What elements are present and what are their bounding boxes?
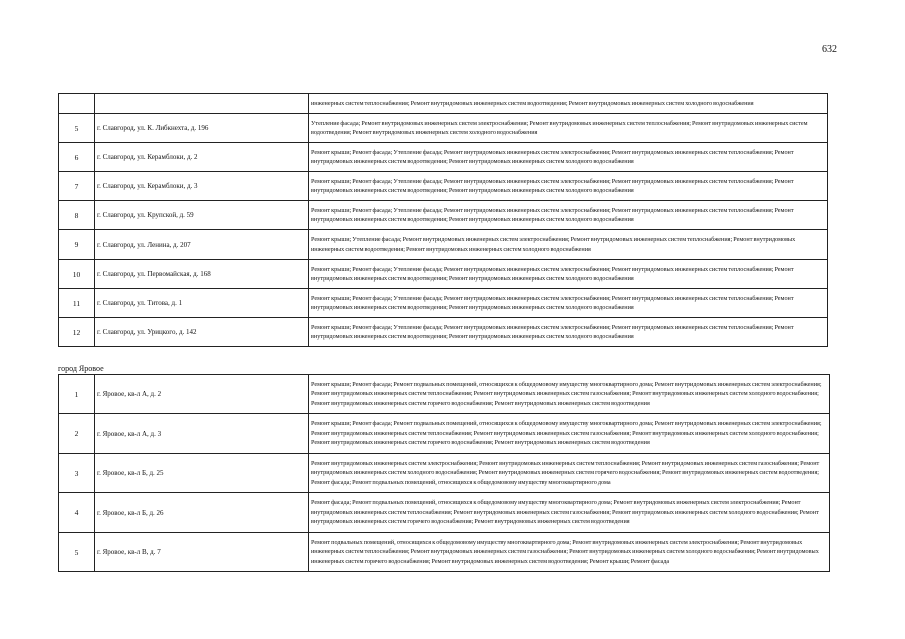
- row-address: [95, 94, 309, 114]
- works-table-yarovoe: [58, 374, 830, 572]
- table-row: [59, 533, 830, 572]
- row-number: 5: [59, 533, 95, 572]
- row-works: Ремонт фасада; Ремонт подвальных помещений, относящихся к общедомовому имуществу многоквартирного дома; Ремонт внутридомовых инженерных систем электроснабжения; Ремонт внутридомовых инженерных систем теплоснабжения; Ремонт внутридомовых инженерных систем газоснабжения; Ремонт внутридомовых инженерных систем холодного водоснабжения; Ремонт внутридомовых инженерных систем горячего водоснабжения; Ремонт внутридомовых инженерных систем водоотведения: [309, 493, 830, 533]
- row-works: Ремонт подвальных помещений, относящихся к общедомовому имуществу многоквартирного дома; Ремонт внутридомовых инженерных систем электроснабжения; Ремонт внутридомовых инженерных систем теплоснабжения; Ремонт внутридомовых инженерных систем газоснабжения; Ремонт внутридомовых инженерных систем холодного водоснабжения; Ремонт внутридомовых инженерных систем горячего водоснабжения; Ремонт внутридомовых инженерных систем водоотведения; Ремонт крыши; Ремонт фасада: [309, 533, 830, 572]
- row-address: г. Яровое, кв-л Б, д. 25: [95, 454, 309, 493]
- row-works: Ремонт крыши; Ремонт фасада; Утепление фасада; Ремонт внутридомовых инженерных систем электроснабжения; Ремонт внутридомовых инженерных систем теплоснабжения; Ремонт внутридомовых инженерных систем водоотведения; Ремонт внутридомовых инженерных систем холодного водоснабжения: [309, 172, 828, 201]
- table-row: [59, 493, 830, 533]
- row-address: г. Яровое, кв-л В, д. 7: [95, 533, 309, 572]
- row-works: Утепление фасада; Ремонт внутридомовых инженерных систем электроснабжения; Ремонт внутридомовых инженерных систем теплоснабжения; Ремонт внутридомовых инженерных систем водоотведения; Ремонт внутридомовых инженерных систем холодного водоснабжения: [309, 114, 828, 143]
- table-row: [59, 414, 830, 454]
- row-address: г. Яровое, кв-л Б, д. 26: [95, 493, 309, 533]
- table-row: [59, 143, 828, 172]
- row-works: Ремонт крыши; Ремонт фасада; Утепление фасада; Ремонт внутридомовых инженерных систем электроснабжения; Ремонт внутридомовых инженерных систем теплоснабжения; Ремонт внутридомовых инженерных систем водоотведения; Ремонт внутридомовых инженерных систем холодного водоснабжения: [309, 260, 828, 289]
- row-number: 8: [59, 201, 95, 230]
- row-works: Ремонт крыши; Ремонт фасада; Утепление фасада; Ремонт внутридомовых инженерных систем электроснабжения; Ремонт внутридомовых инженерных систем теплоснабжения; Ремонт внутридомовых инженерных систем водоотведения; Ремонт внутридомовых инженерных систем холодного водоснабжения: [309, 201, 828, 230]
- table-row: [59, 289, 828, 318]
- row-works: инженерных систем теплоснабжения; Ремонт внутридомовых инженерных систем водоотведения; Ремонт внутридомовых инженерных систем холодного водоснабжения: [309, 94, 828, 114]
- row-number: 7: [59, 172, 95, 201]
- row-number: 4: [59, 493, 95, 533]
- table-row: [59, 114, 828, 143]
- row-works: Ремонт крыши; Ремонт фасада; Ремонт подвальных помещений, относящихся к общедомовому имуществу многоквартирного дома; Ремонт внутридомовых инженерных систем электроснабжения; Ремонт внутридомовых инженерных систем теплоснабжения; Ремонт внутридомовых инженерных систем газоснабжения; Ремонт внутридомовых инженерных систем холодного водоснабжения; Ремонт внутридомовых инженерных систем горячего водоснабжения; Ремонт внутридомовых инженерных систем водоотведения: [309, 375, 830, 414]
- table-row: [59, 375, 830, 414]
- row-number: 2: [59, 414, 95, 454]
- row-works: Ремонт крыши; Утепление фасада; Ремонт внутридомовых инженерных систем электроснабжения; Ремонт внутридомовых инженерных систем теплоснабжения; Ремонт внутридомовых инженерных систем водоотведения; Ремонт внутридомовых инженерных систем холодного водоснабжения: [309, 230, 828, 260]
- row-address: г. Славгород, ул. Титова, д. 1: [95, 289, 309, 318]
- row-number: 1: [59, 375, 95, 414]
- row-address: г. Яровое, кв-л А, д. 3: [95, 414, 309, 454]
- row-number: 10: [59, 260, 95, 289]
- section-heading-yarovoe: город Яровое: [58, 364, 104, 373]
- row-works: Ремонт крыши; Ремонт фасада; Утепление фасада; Ремонт внутридомовых инженерных систем электроснабжения; Ремонт внутридомовых инженерных систем теплоснабжения; Ремонт внутридомовых инженерных систем водоотведения; Ремонт внутридомовых инженерных систем холодного водоснабжения: [309, 289, 828, 318]
- row-address: г. Яровое, кв-л А, д. 2: [95, 375, 309, 414]
- row-address: г. Славгород, ул. Керамблоки, д. 3: [95, 172, 309, 201]
- row-number: 3: [59, 454, 95, 493]
- row-address: г. Славгород, ул. Керамблоки, д. 2: [95, 143, 309, 172]
- row-works: Ремонт крыши; Ремонт фасада; Ремонт подвальных помещений, относящихся к общедомовому имуществу многоквартирного дома; Ремонт внутридомовых инженерных систем электроснабжения; Ремонт внутридомовых инженерных систем теплоснабжения; Ремонт внутридомовых инженерных систем газоснабжения; Ремонт внутридомовых инженерных систем холодного водоснабжения; Ремонт внутридомовых инженерных систем горячего водоснабжения; Ремонт внутридомовых инженерных систем водоотведения: [309, 414, 830, 454]
- table-row: [59, 94, 828, 114]
- row-number: 11: [59, 289, 95, 318]
- table-row: [59, 201, 828, 230]
- row-address: г. Славгород, ул. Крупской, д. 59: [95, 201, 309, 230]
- row-address: г. Славгород, ул. Первомайская, д. 168: [95, 260, 309, 289]
- row-works: Ремонт внутридомовых инженерных систем электроснабжения; Ремонт внутридомовых инженерных систем теплоснабжения; Ремонт внутридомовых инженерных систем газоснабжения; Ремонт внутридомовых инженерных систем холодного водоснабжения; Ремонт внутридомовых инженерных систем горячего водоснабжения; Ремонт внутридомовых инженерных систем водоотведения; Ремонт фасада; Ремонт подвальных помещений, относящихся к общедомовому имуществу многоквартирного дома: [309, 454, 830, 493]
- table-row: [59, 454, 830, 493]
- table-row: [59, 318, 828, 347]
- row-address: г. Славгород, ул. Ленина, д. 207: [95, 230, 309, 260]
- row-number: 12: [59, 318, 95, 347]
- row-address: г. Славгород, ул. К. Либкнехта, д. 196: [95, 114, 309, 143]
- row-number: 9: [59, 230, 95, 260]
- row-works: Ремонт крыши; Ремонт фасада; Утепление фасада; Ремонт внутридомовых инженерных систем электроснабжения; Ремонт внутридомовых инженерных систем теплоснабжения; Ремонт внутридомовых инженерных систем водоотведения; Ремонт внутридомовых инженерных систем холодного водоснабжения: [309, 318, 828, 347]
- row-number: [59, 94, 95, 114]
- row-address: г. Славгород, ул. Урицкого, д. 142: [95, 318, 309, 347]
- row-works: Ремонт крыши; Ремонт фасада; Утепление фасада; Ремонт внутридомовых инженерных систем электроснабжения; Ремонт внутридомовых инженерных систем теплоснабжения; Ремонт внутридомовых инженерных систем водоотведения; Ремонт внутридомовых инженерных систем холодного водоснабжения: [309, 143, 828, 172]
- page-number: 632: [822, 44, 837, 55]
- table-row: [59, 260, 828, 289]
- works-table-slavgorod: [58, 93, 828, 347]
- table-row: [59, 172, 828, 201]
- row-number: 6: [59, 143, 95, 172]
- row-number: 5: [59, 114, 95, 143]
- table-row: [59, 230, 828, 260]
